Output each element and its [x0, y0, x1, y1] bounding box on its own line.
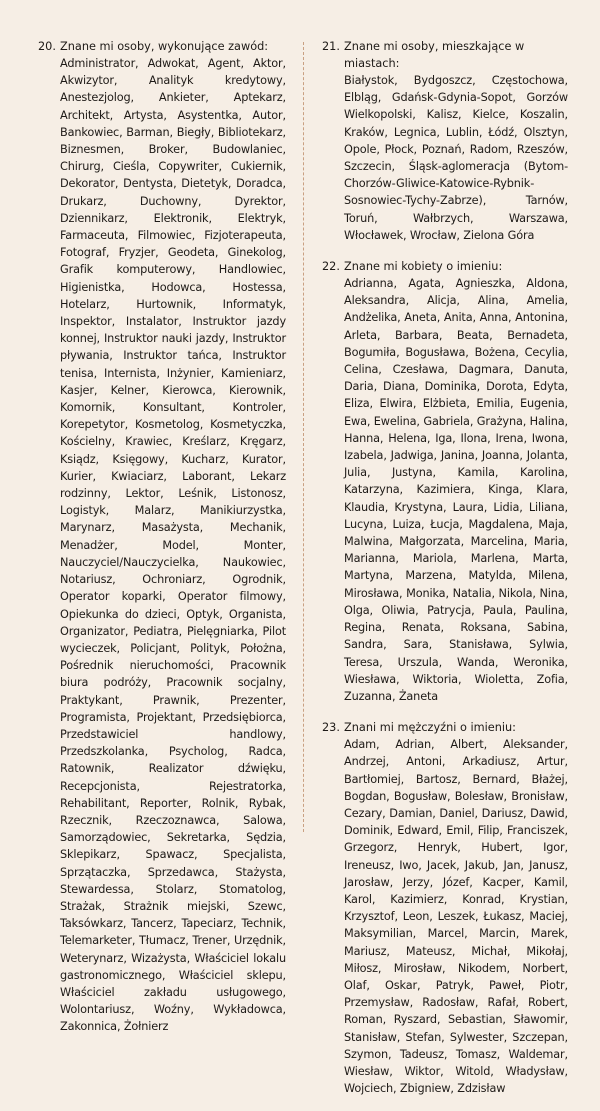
section-number: 22.: [322, 260, 340, 274]
section-number: 20.: [38, 40, 56, 53]
section-title: Znane mi kobiety o imieniu:: [344, 260, 503, 274]
section-heading: [322, 719, 568, 736]
left-column: [38, 38, 286, 1050]
section-heading: [322, 38, 568, 72]
section-heading: [38, 38, 286, 55]
column-divider: [303, 42, 304, 832]
right-column: [322, 38, 568, 1111]
section-list-text: Adam, Adrian, Albert, Aleksander, Andrzej, Antoni, Arkadiusz, Artur, Bartłomiej, Bartosz, Bernard, Błażej, Bogdan, Bogusław, Bolesław, Bronisław, Cezary, Damian, Daniel, Dariusz, Dawid, Dominik, Edward, Emil, Filip, Franciszek, Grzegorz, Henryk, Hubert, Igor, Ireneusz, Iwo, Jacek, Jakub, Jan, Janusz, Jarosław, Jerzy, Józef, Kacper, Kamil, Karol, Kazimierz, Konrad, Krystian, Krzysztof, Leon, Leszek, Łukasz, Maciej, Maksymilian, Marcel, Marcin, Marek, Mariusz, Mateusz, Michał, Mikołaj, Miłosz, Mirosław, Nikodem, Norbert, Olaf, Oskar, Patryk, Paweł, Piotr, Przemysław, Radosław, Rafał, Robert, Roman, Ryszard, Sebastian, Sławomir, Stanisław, Stefan, Sylwester, Szczepan, Szymon, Tadeusz, Tomasz, Waldemar, Wiesław, Wiktor, Witold, Władysław, Wojciech, Zbigniew, Zdzisław: [344, 738, 568, 1096]
section-heading: [322, 258, 568, 275]
section-title: Znane mi osoby, mieszkające w miastach:: [344, 40, 525, 70]
section-list-text: Administrator, Adwokat, Agent, Aktor, Akwizytor, Analityk kredytowy, Anestezjolog, Ankieter, Aptekarz, Architekt, Artysta, Asystentka, Autor, Bankowiec, Barman, Biegły, Bibliotekarz, Biznesmen, Broker, Budowlaniec, Chirurg, Cieśla, Copywriter, Cukiernik, Dekorator, Dentysta, Dietetyk, Doradca, Drukarz, Duchowny, Dyrektor, Dziennikarz, Elektronik, Elektryk, Farmaceuta, Filmowiec, Fizjoterapeuta, Fotograf, Fryzjer, Geodeta, Ginekolog, Grafik komputerowy, Handlowiec, Higienistka, Hodowca, Hostessa, Hotelarz, Hurtownik, Informatyk, Inspektor, Instalator, Instruktor jazdy konnej, Instruktor nauki jazdy, Instruktor pływania, Instruktor tańca, Instruktor tenisa, Internista, Inżynier, Kamieniarz, Kasjer, Kelner, Kierowca, Kierownik, Komornik, Konsultant, Kontroler, Korepetytor, Kosmetolog, Kosmetyczka, Kościelny, Krawiec, Kreślarz, Kręgarz, Ksiądz, Księgowy, Kucharz, Kurator, Kurier, Kwiaciarz, Laborant, Lekarz rodzinny, Lektor, Leśnik, Listonosz, Logistyk, Malarz, Manikiurzystka, Marynarz, Masażysta, Mechanik, Menadżer, Model, Monter, Nauczyciel/Nauczycielka, Naukowiec, Notariusz, Ochroniarz, Ogrodnik, Operator koparki, Operator filmowy, Opiekunka do dzieci, Optyk, Organista, Organizator, Pediatra, Pielęgniarka, Pilot wycieczek, Policjant, Polityk, Położna, Pośrednik nieruchomości, Pracownik biura podróży, Pracownik socjalny, Praktykant, Prawnik, Prezenter, Programista, Projektant, Przedsiębiorca, Przedstawiciel handlowy, Przedszkolanka, Psycholog, Radca, Ratownik, Realizator dźwięku, Recepcjonista, Rejestratorka, Rehabilitant, Reporter, Rolnik, Rybak, Rzecznik, Rzeczoznawca, Salowa, Samorządowiec, Sekretarka, Sędzia, Sklepikarz, Spawacz, Specjalista, Sprzątaczka, Sprzedawca, Stażysta, Stewardessa, Stolarz, Stomatolog, Strażak, Strażnik miejski, Szewc, Taksówkarz, Tancerz, Tapeciarz, Technik, Telemarketer, Tłumacz, Trener, Urzędnik, Weterynarz, Wizażysta, Właściciel lokalu gastronomicznego, Właściciel sklepu, Właściciel zakładu usługowego, Wolontariusz, Woźny, Wykładowca, Zakonnica, Żołnierz: [60, 57, 286, 1034]
section-professions: [38, 38, 286, 1036]
section-title: Znani mi mężczyźni o imieniu:: [344, 721, 516, 735]
section-list-text: Adrianna, Agata, Agnieszka, Aldona, Aleksandra, Alicja, Alina, Amelia, Andżelika, Aneta, Anita, Anna, Antonina, Arleta, Barbara, Beata, Bernadeta, Bogumiła, Bogusława, Bożena, Cecylia, Celina, Czesława, Dagmara, Danuta, Daria, Diana, Dominika, Dorota, Edyta, Eliza, Elwira, Elżbieta, Emilia, Eugenia, Ewa, Ewelina, Gabriela, Grażyna, Halina, Hanna, Helena, Iga, Ilona, Irena, Iwona, Izabela, Jadwiga, Janina, Joanna, Jolanta, Julia, Justyna, Kamila, Karolina, Katarzyna, Kazimiera, Kinga, Klara, Klaudia, Krystyna, Laura, Lidia, Liliana, Lucyna, Luiza, Łucja, Magdalena, Maja, Malwina, Małgorzata, Marcelina, Maria, Marianna, Mariola, Marlena, Marta, Martyna, Marzena, Matylda, Milena, Mirosława, Monika, Natalia, Nikola, Nina, Olga, Oliwia, Patrycja, Paula, Paulina, Regina, Renata, Roksana, Sabina, Sandra, Sara, Stanisława, Sylwia, Teresa, Urszula, Wanda, Weronika, Wiesława, Wiktoria, Wioletta, Zofia, Zuzanna, Żaneta: [344, 277, 568, 703]
section-cities: [322, 38, 568, 244]
section-number: 21.: [322, 40, 340, 53]
section-title: Znane mi osoby, wykonujące zawód:: [60, 40, 269, 53]
section-female-names: [322, 258, 568, 705]
section-list-text: Białystok, Bydgoszcz, Częstochowa, Elbląg, Gdańsk-Gdynia-Sopot, Gorzów Wielkopolski, Kalisz, Kielce, Koszalin, Kraków, Legnica, Lublin, Łódź, Olsztyn, Opole, Płock, Poznań, Radom, Rzeszów, Szczecin, Śląsk-aglomeracja (Bytom-Chorzów-Gliwice-Katowice-Rybnik-Sosnowiec-Tychy-Zabrze), Tarnów, Toruń, Wałbrzych, Warszawa, Włocławek, Wrocław, Zielona Góra: [344, 74, 568, 242]
section-number: 23.: [322, 721, 340, 735]
section-male-names: [322, 719, 568, 1097]
